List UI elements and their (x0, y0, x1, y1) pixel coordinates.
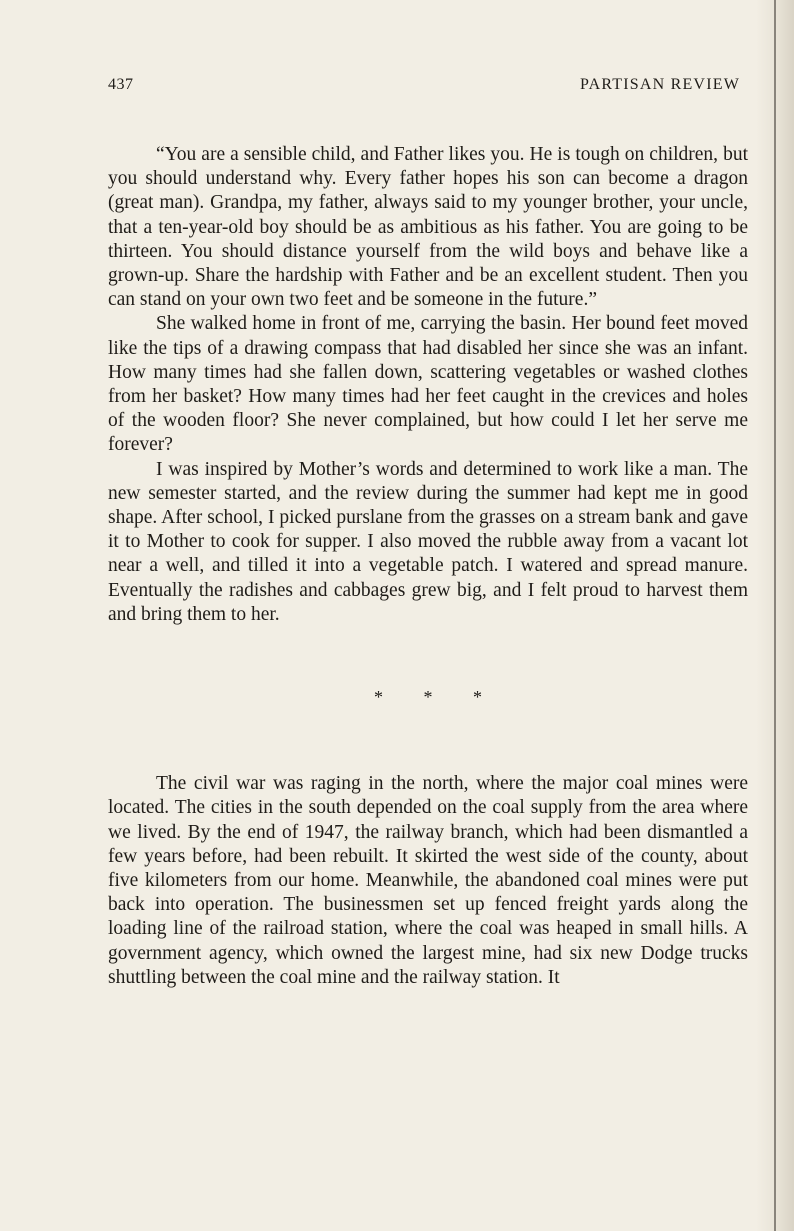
binding-edge-line (774, 0, 776, 1231)
section-break: * * * (374, 687, 500, 708)
body-text (108, 143, 748, 990)
page-number: 437 (108, 76, 134, 93)
paragraph: She walked home in front of me, carrying the basin. Her bound feet moved like the tips of a drawing compass that had disabled her since she was an infant. How many times had she fallen down, scattering vegetables or washed clothes from her basket? How many times had her feet caught in the crevices and holes of the wooden floor? She never complained, but how could I let her serve me forever? (108, 313, 748, 456)
running-head (108, 76, 748, 100)
paragraph: The civil war was raging in the north, where the major coal mines were located. The cities in the south depended on the coal supply from the area where we lived. By the end of 1947, the railway branch, which had been dismantled a few years before, had been rebuilt. It skirted the west side of the county, about five kilometers from our home. Meanwhile, the abandoned coal mines were put back into operation. The businessmen set up fenced freight yards along the loading line of the railroad station, where the coal was heaped in small hills. A government agency, which owned the largest mine, had six new Dodge trucks shuttling between the coal mine and the railway station. It (108, 773, 748, 988)
journal-title: PARTISAN REVIEW (579, 76, 740, 93)
paragraph: “You are a sensible child, and Father likes you. He is tough on children, but you should understand why. Every father hopes his son can become a dragon (great man). Grandpa, my father, always said to my younger brother, your uncle, that a ten-year-old boy should be as ambitious as his father. You are going to be thirteen. You should distance yourself from the wild boys and behave like a grown-up. Share the hardship with Father and be an excellent student. Then you can stand on your own two feet and be someone in the future.” (108, 144, 748, 311)
paragraph: I was inspired by Mother’s words and determined to work like a man. The new semester started, and the review during the summer had kept me in good shape. After school, I picked purslane from the grasses on a stream bank and gave it to Mother to cook for supper. I also moved the rubble away from a vacant lot near a well, and tilled it into a vegetable patch. I watered and spread manure. Eventually the radishes and cabbages grew big, and I felt proud to harvest them and bring them to her. (108, 458, 748, 625)
